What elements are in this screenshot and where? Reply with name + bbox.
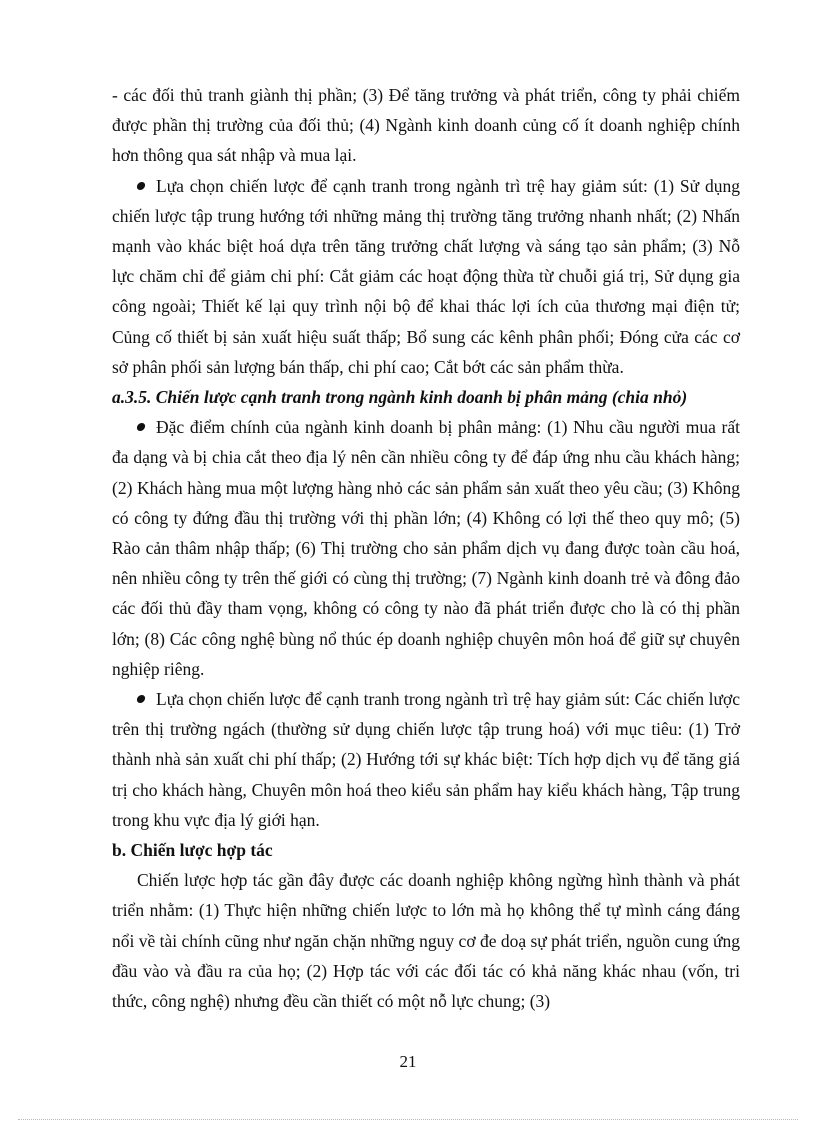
bullet-icon [136,182,146,190]
page-bottom-divider [18,1119,798,1120]
bullet-paragraph-stagnant-strategy [112,171,740,382]
bullet-paragraph-niche-strategy [112,684,740,835]
bullet-text: Lựa chọn chiến lược để cạnh tranh trong ngành trì trệ hay giảm sút: Các chiến lược trên thị trường ngách (thường sử dụng chiến lược tập trung hoá) với mục tiêu: (1) Trở thành nhà sản xuất chi phí thấp; (2) Hướng tới sự khác biệt: Tích hợp dịch vụ để tăng giá trị cho khách hàng, Chuyên môn hoá theo kiểu sản phẩm hay kiểu khách hàng, Tập trung trong khu vực địa lý giới hạn. [112,689,740,830]
paragraph-continuation: - các đối thủ tranh giành thị phần; (3) Để tăng trưởng và phát triển, công ty phải chiếm được phần thị trường của đối thủ; (4) Ngành kinh doanh củng cố ít doanh nghiệp chính hơn thông qua sát nhập và mua lại. [112,85,740,166]
page-number: 21 [399,1052,417,1071]
bullet-icon [136,695,146,703]
paragraph-cooperation: Chiến lược hợp tác gần đây được các doanh nghiệp không ngừng hình thành và phát triển nhằm: (1) Thực hiện những chiến lược to lớn mà họ không thể tự mình cáng đáng nổi về tài chính cũng như ngăn chặn những nguy cơ đe doạ sự phát triển, nguồn cung ứng đầu vào và đầu ra của họ; (2) Hợp tác với các đối tác có khả năng khác nhau (vốn, tri thức, công nghệ) nhưng đều cần thiết có một nỗ lực chung; (3) [112,870,740,1012]
section-heading-cooperation: b. Chiến lược hợp tác [112,840,273,861]
bullet-text: Đặc điểm chính của ngành kinh doanh bị phân mảng: (1) Nhu cầu người mua rất đa dạng và bị chia cắt theo địa lý nên cần nhiều công ty để đáp ứng nhu cầu khách hàng; (2) Khách hàng mua một lượng hàng nhỏ các sản phẩm sản xuất theo yêu cầu; (3) Không có công ty đứng đầu thị trường với thị phần lớn; (4) Không có lợi thế theo quy mô; (5) Rào cản thâm nhập thấp; (6) Thị trường cho sản phẩm dịch vụ đang được toàn cầu hoá, nên nhiều công ty trên thế giới có cùng thị trường; (7) Ngành kinh doanh trẻ và đông đảo các đối thủ đầy tham vọng, không có công ty nào đã phát triển được cho là có thị phần lớn; (8) Các công nghệ bùng nổ thúc ép doanh nghiệp chuyên môn hoá để giữ sự chuyên nghiệp riêng. [112,417,740,679]
bullet-icon [136,423,146,431]
bullet-text: Lựa chọn chiến lược để cạnh tranh trong ngành trì trệ hay giảm sút: (1) Sử dụng chiến lược tập trung hướng tới những mảng thị trường tăng trưởng nhanh nhất; (2) Nhấn mạnh vào khác biệt hoá dựa trên tăng trưởng chất lượng và sáng tạo sản phẩm; (3) Nỗ lực chăm chỉ để giảm chi phí: Cắt giảm các hoạt động thừa từ chuỗi giá trị, Sử dụng gia công ngoài; Thiết kế lại quy trình nội bộ để khai thác lợi ích của thương mại điện tử; Củng cố thiết bị sản xuất hiệu suất thấp; Bổ sung các kênh phân phối; Đóng cửa các cơ sở phân phối sản lượng bán thấp, chi phí cao; Cắt bớt các sản phẩm thừa. [112,175,740,377]
bullet-paragraph-fragmented-features [112,412,740,684]
section-heading-fragmented: a.3.5. Chiến lược cạnh tranh trong ngành kinh doanh bị phân mảng (chia nhỏ) [112,387,688,408]
body-text [112,80,740,1016]
